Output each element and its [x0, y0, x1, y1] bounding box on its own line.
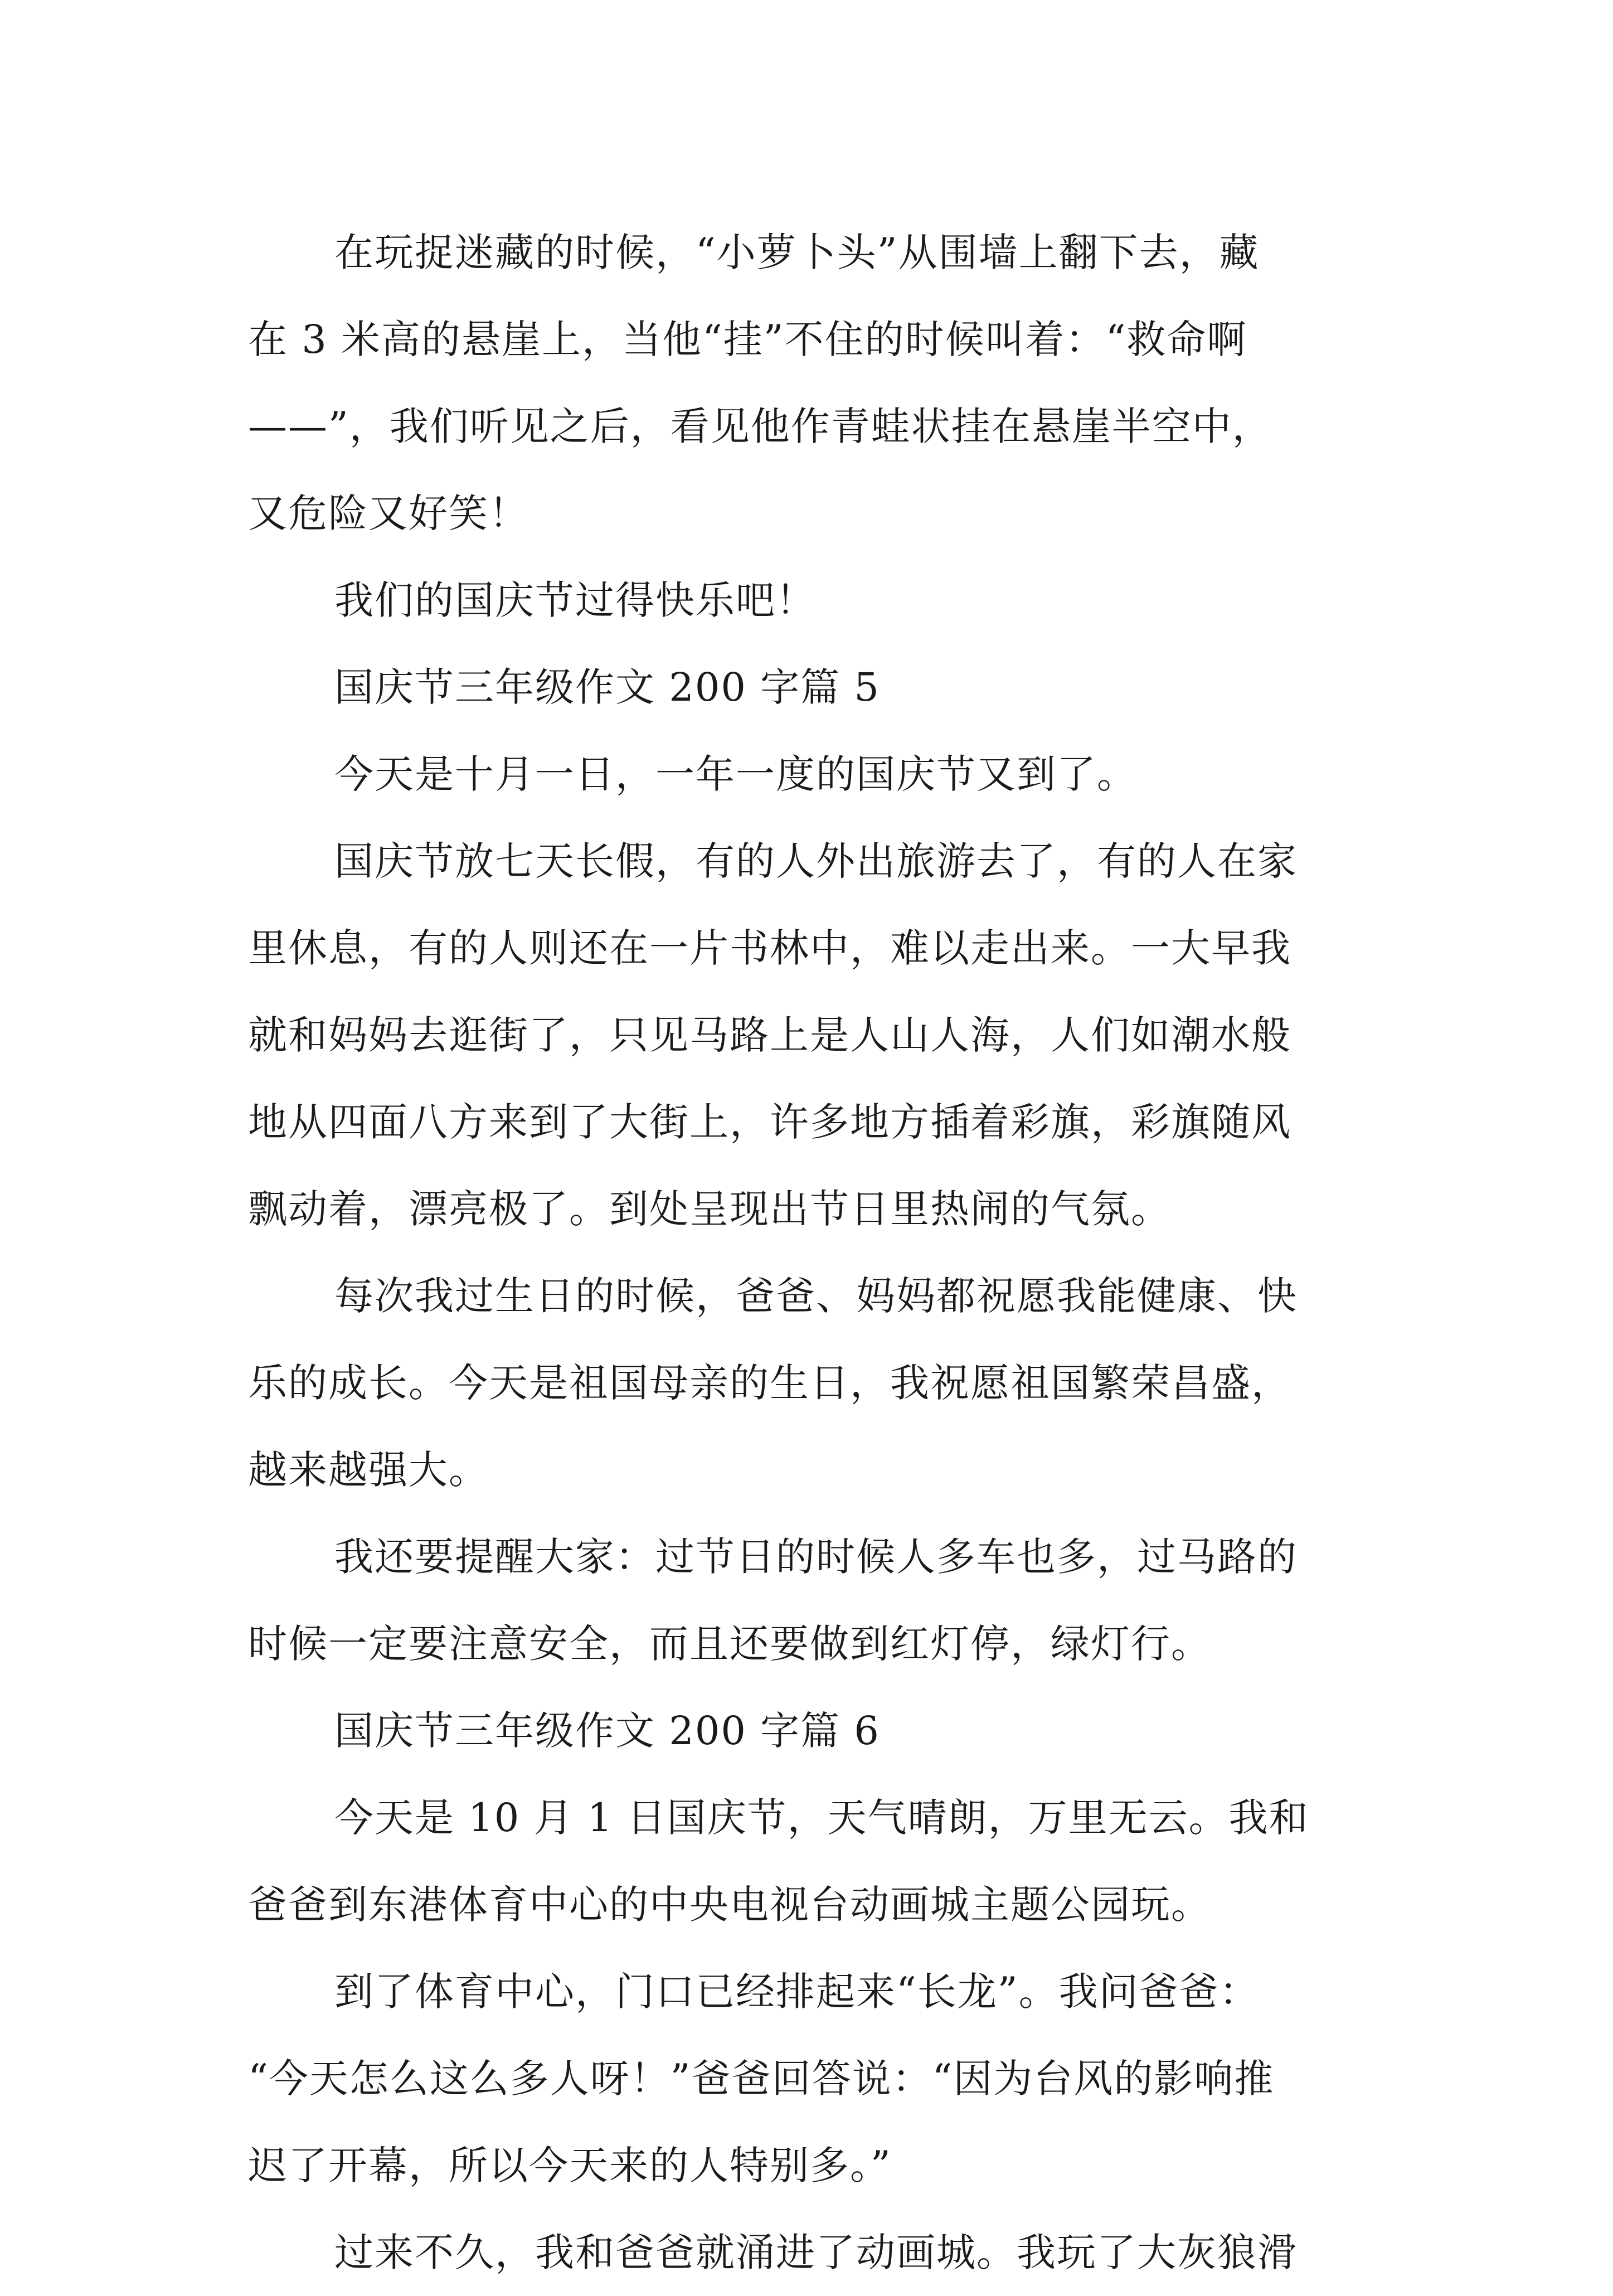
text-line: 就和妈妈去逛街了，只见马路上是人山人海，人们如潮水般	[248, 1012, 1291, 1058]
heading-line: 国庆节三年级作文 200 字篇 6	[334, 1708, 880, 1754]
text-line: 我还要提醒大家：过节日的时候人多车也多，过马路的	[334, 1534, 1298, 1580]
text-line: 乐的成长。今天是祖国母亲的生日，我祝愿祖国繁荣昌盛，	[248, 1360, 1291, 1406]
text-line: 我们的国庆节过得快乐吧！	[334, 577, 816, 623]
paragraph-birthday-wishes	[248, 1253, 1363, 1513]
text-line: 地从四面八方来到了大街上，许多地方插着彩旗，彩旗随风	[248, 1099, 1291, 1145]
text-line: 飘动着，漂亮极了。到处呈现出节日里热闹的气氛。	[248, 1186, 1171, 1232]
heading-line: 国庆节三年级作文 200 字篇 5	[334, 664, 880, 710]
section-heading-6	[248, 1687, 1363, 1774]
paragraph-intro-5	[248, 731, 1363, 818]
document-body	[248, 209, 1363, 2296]
text-line: 爸爸到东港体育中心的中央电视台动画城主题公园玩。	[248, 1882, 1211, 1928]
paragraph-holiday-street	[248, 818, 1363, 1253]
text-line: 迟了开幕，所以今天来的人特别多。”	[248, 2143, 892, 2188]
text-line: 里休息，有的人则还在一片书林中，难以走出来。一大早我	[248, 925, 1291, 971]
text-line: 又危险又好笑！	[248, 491, 529, 536]
text-line: 越来越强大。	[248, 1447, 489, 1493]
text-line: 每次我过生日的时候，爸爸、妈妈都祝愿我能健康、快	[334, 1273, 1298, 1319]
text-line: 在玩捉迷藏的时候，“小萝卜头”从围墙上翻下去，藏	[334, 230, 1260, 275]
text-line: 过来不久，我和爸爸就涌进了动画城。我玩了大灰狼滑	[334, 2230, 1298, 2275]
text-line: 在 3 米高的悬崖上，当他“挂”不住的时候叫着：“救命啊	[248, 317, 1247, 362]
text-line: 时候一定要注意安全，而且还要做到红灯停，绿灯行。	[248, 1621, 1211, 1667]
paragraph-animation-city	[248, 2209, 1363, 2296]
paragraph-safety-reminder	[248, 1513, 1363, 1687]
text-line: ——”，我们听见之后，看见他作青蛙状挂在悬崖半空中，	[248, 404, 1272, 449]
paragraph-long-queue	[248, 1948, 1363, 2209]
paragraph-hide-and-seek	[248, 209, 1363, 557]
text-line: “今天怎么这么多人呀！”爸爸回答说：“因为台风的影响推	[248, 2056, 1275, 2101]
section-heading-5	[248, 644, 1363, 731]
paragraph-happy-holiday	[248, 557, 1363, 644]
text-line: 到了体育中心，门口已经排起来“长龙”。我问爸爸：	[334, 1969, 1260, 2015]
text-line: 今天是十月一日，一年一度的国庆节又到了。	[334, 751, 1137, 797]
text-line: 国庆节放七天长假，有的人外出旅游去了，有的人在家	[334, 838, 1298, 884]
paragraph-intro-6	[248, 1774, 1363, 1948]
text-line: 今天是 10 月 1 日国庆节，天气晴朗，万里无云。我和	[334, 1795, 1309, 1841]
